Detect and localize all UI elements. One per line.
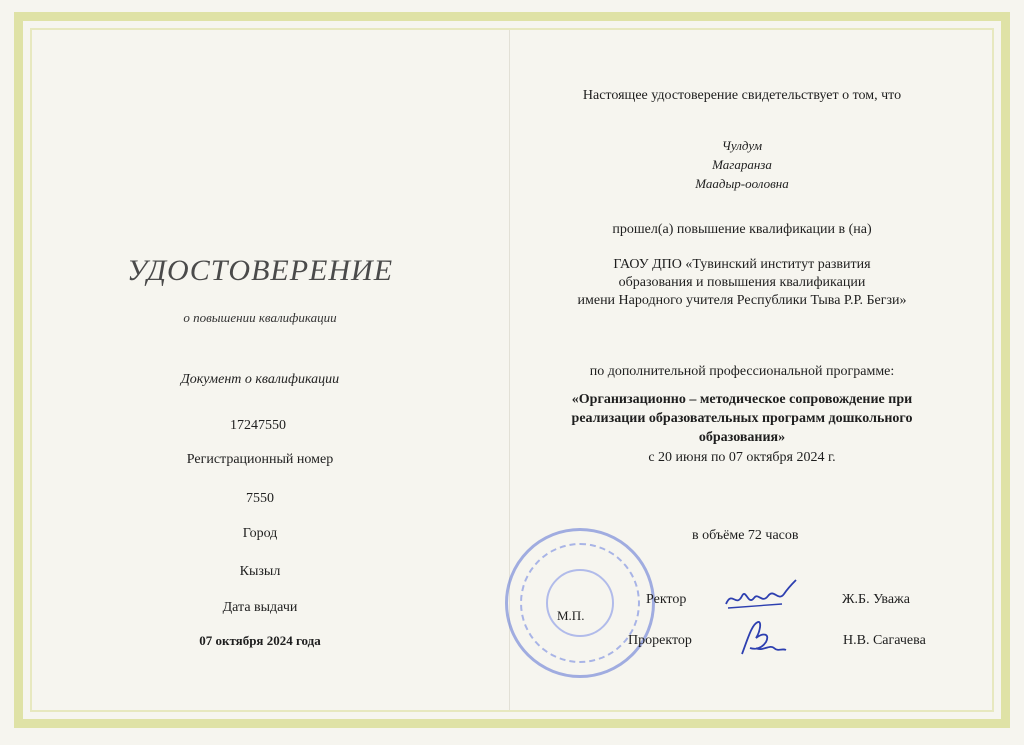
city-label: Город bbox=[242, 526, 278, 541]
reg-number: 7550 bbox=[246, 491, 274, 506]
issue-date: 07 октября 2024 года bbox=[199, 633, 321, 648]
date-label: Дата выдачи bbox=[222, 600, 298, 615]
org-line-2: образования и повышения квалификации bbox=[618, 275, 866, 290]
rector-label: Ректор bbox=[646, 592, 687, 607]
program-line-1: «Организационно – методическое сопровождение при bbox=[571, 392, 913, 407]
rector-name: Ж.Б. Уважа bbox=[842, 592, 910, 607]
program-line-2: реализации образовательных программ дошкольного bbox=[571, 411, 913, 426]
passed-text: прошел(а) повышение квалификации в (на) bbox=[612, 222, 872, 237]
first-name: Магаранза bbox=[712, 157, 772, 172]
certificate-title: УДОСТОВЕРЕНИЕ bbox=[126, 254, 394, 287]
official-seal bbox=[505, 528, 655, 678]
org-line-1: ГАОУ ДПО «Тувинский институт развития bbox=[613, 257, 871, 272]
doc-number: 17247550 bbox=[230, 418, 286, 433]
org-line-3: имени Народного учителя Республики Тыва Р.Р. Бегзи» bbox=[577, 293, 907, 308]
city: Кызыл bbox=[239, 564, 281, 579]
rector-signature bbox=[722, 578, 802, 614]
doc-label: Документ о квалификации bbox=[180, 372, 340, 387]
prorector-signature bbox=[736, 618, 788, 660]
program-intro: по дополнительной профессиональной программе: bbox=[589, 364, 895, 379]
program-line-3: образования» bbox=[698, 430, 786, 445]
intro-text: Настоящее удостоверение свидетельствует о том, что bbox=[582, 88, 902, 103]
reg-label: Регистрационный номер bbox=[186, 452, 334, 467]
surname: Чулдум bbox=[721, 138, 763, 153]
prorector-label: Проректор bbox=[628, 633, 692, 648]
certificate-subtitle: о повышении квалификации bbox=[183, 310, 337, 325]
program-volume: в объёме 72 часов bbox=[692, 528, 799, 543]
prorector-name: Н.В. Сагачева bbox=[843, 633, 926, 648]
program-period: с 20 июня по 07 октября 2024 г. bbox=[648, 450, 836, 465]
seal-label: М.П. bbox=[557, 608, 585, 623]
patronymic: Маадыр-ооловна bbox=[695, 176, 789, 191]
